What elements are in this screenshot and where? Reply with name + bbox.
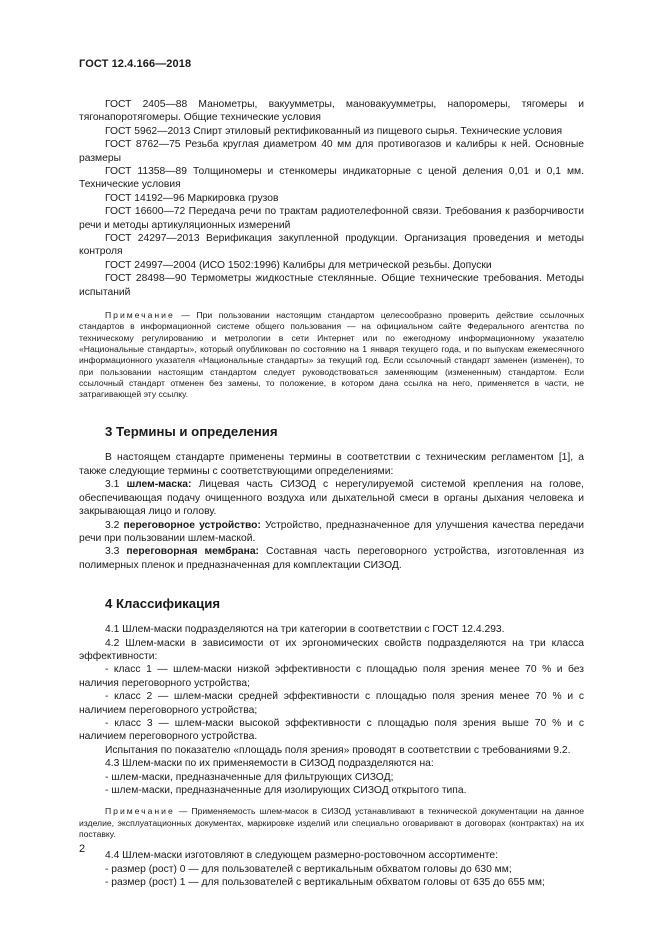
term-number: 3.3 xyxy=(105,546,120,558)
reference-item: ГОСТ 24297—2013 Верификация закупленной продукции. Организация проведения и методы контроля xyxy=(79,233,584,258)
normative-references-list xyxy=(79,98,584,299)
note-label: Примечание xyxy=(105,806,175,817)
reference-item: ГОСТ 5962—2013 Спирт этиловый ректификованный из пищевого сырья. Технические условия xyxy=(105,125,563,137)
term-definition: Лицевая часть СИЗОД с нерегулируемой системой крепления на голове, обеспечивающая подачу очищенного воздуха или дыхательной смеси в органы дыхания человека и закрывающая лицо и голову. xyxy=(79,479,584,518)
note-text: — Применяемость шлем-масок в СИЗОД устанавливают в технической документации на данное изделие, эксплуатационных документах, маркировке изделий или специально оговаривают в договорах (контрактах) на их поставку. xyxy=(79,806,584,839)
reference-item: ГОСТ 28498—90 Термометры жидкостные стеклянные. Общие технические требования. Методы испытаний xyxy=(79,273,584,298)
reference-item: ГОСТ 11358—89 Толщиномеры и стенкомеры индикаторные с ценой деления 0,01 и 0,1 мм. Технические условия xyxy=(79,166,584,191)
note-text: — При пользовании настоящим стандартом целесообразно проверить действие ссылочных стандартов в информационной системе общего пользования — на официальном сайте Федерального агентства по техническому регулированию и метрологии в сети Интернет или по ежегодному информационному указателю «Национальные стандарты», который опубликован по состоянию на 1 января текущего года, и по выпускам ежемесячного информационного указателя «Национальные стандарты» за текущий год. Если ссылочный стандарт заменен (изменен), то при пользовании настоящим стандартом следует руководствоваться заменяющим (измененным) стандартом. Если ссылочный стандарт отменен без замены, то положение, в котором дана ссылка на него, применяется в части, не затрагивающей эту ссылку. xyxy=(79,310,584,400)
clause-4-3: 4.3 Шлем-маски по их применяемости в СИЗОД подразделяются на: xyxy=(105,758,434,770)
document-header: ГОСТ 12.4.166—2018 xyxy=(79,58,192,70)
reference-item: ГОСТ 14192—96 Маркировка грузов xyxy=(105,192,279,204)
section-3-intro: В настоящем стандарте применены термины в соответствии с техническим регламентом [1], а также следующие термины с соответствующими определениями: xyxy=(79,452,584,477)
clause-4-4: 4.4 Шлем-маски изготовляют в следующем размерно-ростовочном ассортименте: xyxy=(105,850,498,862)
class-item: - класс 1 — шлем-маски низкой эффективности с площадью поля зрения менее 70 % и без наличия переговорного устройства; xyxy=(79,664,584,689)
tests-paragraph: Испытания по показателю «площадь поля зрения» проводят в соответствии с требованиями 9.2. xyxy=(105,744,571,756)
document-body xyxy=(79,98,584,890)
size-item: - размер (рост) 0 — для пользователей с вертикальным обхватом головы до 630 мм; xyxy=(105,863,512,875)
term-name: переговорная мембрана: xyxy=(126,546,259,558)
clause-4-1: 4.1 Шлем-маски подразделяются на три категории в соответствии с ГОСТ 12.4.293. xyxy=(105,624,505,636)
clause-4-2: 4.2 Шлем-маски в зависимости от их эргономических свойств подразделяются на три класса эффективности: xyxy=(79,637,584,662)
note-applicability xyxy=(79,806,584,840)
reference-item: ГОСТ 8762—75 Резьба круглая диаметром 40 мм для противогазов и калибры к ней. Основные размеры xyxy=(79,139,584,164)
term-definition: Устройство, предназначенное для улучшения качества передачи речи при пользовании шлем-маской. xyxy=(79,519,584,544)
applicability-item: - шлем-маски, предназначенные для фильтрующих СИЗОД; xyxy=(105,771,394,783)
term-3-3 xyxy=(79,545,584,572)
term-number: 3.1 xyxy=(105,479,120,491)
reference-item: ГОСТ 2405—88 Манометры, вакуумметры, мановакуумметры, напоромеры, тягомеры и тягонапоротягомеры. Общие технические условия xyxy=(79,99,584,124)
term-3-1 xyxy=(79,478,584,518)
section-4-title: 4 Классификация xyxy=(105,596,221,612)
note-label: Примечание xyxy=(105,310,175,321)
term-name: шлем-маска: xyxy=(126,479,192,491)
applicability-item: - шлем-маски, предназначенные для изолирующих СИЗОД открытого типа. xyxy=(105,785,467,796)
note-references xyxy=(79,310,584,400)
class-item: - класс 2 — шлем-маски средней эффективности с площадью поля зрения менее 70 % и с наличием переговорного устройства; xyxy=(79,691,584,716)
page-number: 2 xyxy=(79,843,86,855)
class-item: - класс 3 — шлем-маски высокой эффективности с площадью поля зрения выше 70 % и с наличием переговорного устройства. xyxy=(79,717,584,743)
reference-item: ГОСТ 16600—72 Передача речи по трактам радиотелефонной связи. Требования к разборчивости речи и методы артикуляционных измерений xyxy=(79,206,584,231)
term-name: переговорное устройство: xyxy=(123,519,261,531)
size-item: - размер (рост) 1 — для пользователей с вертикальным обхватом головы от 635 до 655 мм; xyxy=(105,877,545,889)
reference-item: ГОСТ 24997—2004 (ИСО 1502:1996) Калибры для метрической резьбы. Допуски xyxy=(105,259,492,271)
term-number: 3.2 xyxy=(105,519,120,531)
term-3-2 xyxy=(79,519,584,546)
term-definition: Составная часть переговорного устройства, изготовленная из полимерных пленок и предназначенная для комплектации СИЗОД. xyxy=(79,546,584,571)
section-3-title: 3 Термины и определения xyxy=(105,424,278,440)
